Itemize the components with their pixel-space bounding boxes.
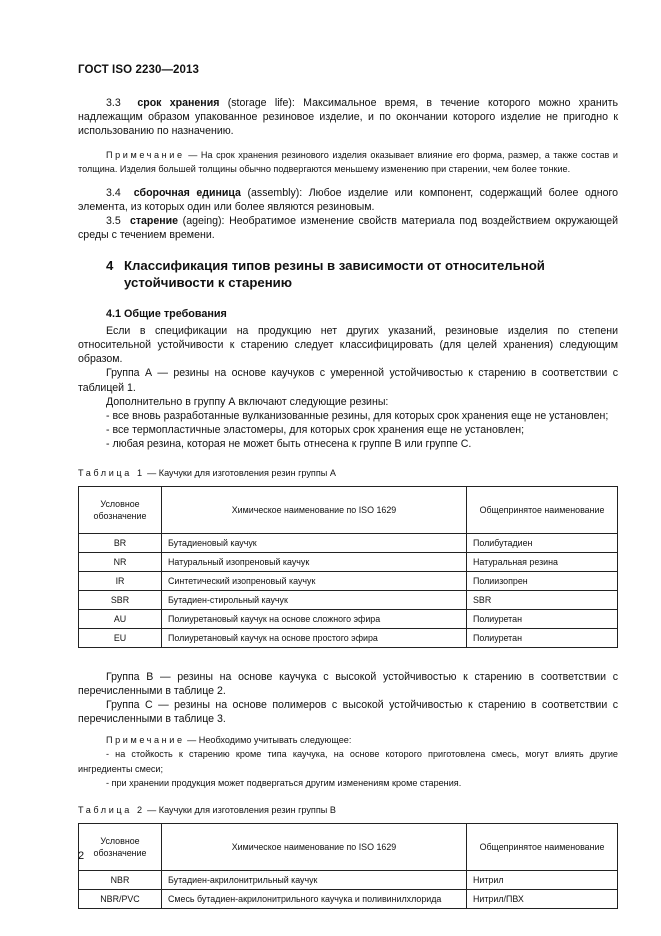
section-number: 4 (106, 257, 114, 273)
term-name: старение (129, 215, 179, 228)
list-item: - любая резина, которая не может быть отнесена к группе В или группе С. (106, 438, 472, 451)
table-1 (78, 486, 618, 648)
table-2 (78, 823, 618, 909)
cell-common-name: Натуральная резина (467, 552, 618, 571)
cell-common-name: SBR (467, 590, 618, 609)
table-row (79, 533, 618, 552)
column-header-common-name: Общепринятое наименование (467, 486, 618, 533)
term-3-5 (78, 214, 618, 242)
table-row (79, 871, 618, 890)
cell-code: NBR (79, 871, 162, 890)
section-4-title (78, 257, 618, 291)
note-label: Примечание (106, 734, 185, 745)
term-number: 3.3 (106, 97, 121, 109)
column-header-code: Условное обозначение (79, 486, 162, 533)
cell-common-name: Нитрил/ПВХ (467, 890, 618, 909)
term-number: 3.5 (106, 215, 121, 228)
cell-code: NR (79, 552, 162, 571)
section-title-line-2: устойчивости к старению (124, 274, 293, 290)
term-3-3 (78, 96, 618, 139)
page-number: 2 (78, 850, 85, 862)
column-header-common-name: Общепринятое наименование (467, 824, 618, 871)
section-title-line-1: Классификация типов резины в зависимости от относительной (124, 257, 545, 273)
term-number: 3.4 (106, 186, 121, 199)
note-text: — Необходимо учитывать следующее: (184, 734, 352, 745)
note-list-item: - на стойкость к старению кроме типа каучука, на основе которого приготовлена смесь, могут влиять другие ингредиенты смеси; (78, 749, 618, 774)
note-label: Примечание (106, 149, 185, 160)
table-2-caption (78, 803, 618, 817)
note-2 (78, 733, 618, 748)
note-1 (78, 148, 618, 177)
column-header-code: Условное обозначение (79, 824, 162, 871)
table-caption-text: — Каучуки для изготовления резин группы А (144, 467, 336, 478)
term-name: сборочная единица (133, 186, 241, 199)
table-caption-prefix: Таблица 1 (78, 467, 145, 478)
cell-code: NBR/PVC (79, 890, 162, 909)
cell-chemical-name: Полиуретановый каучук на основе простого эфира (162, 628, 467, 647)
subsection-4-1-title: 4.1 Общие требования (106, 307, 227, 320)
term-3-4 (78, 186, 618, 214)
cell-chemical-name: Бутадиен-акрилонитрильный каучук (162, 871, 467, 890)
cell-chemical-name: Синтетический изопреновый каучук (162, 571, 467, 590)
paragraph-5: Группа С — резины на основе полимеров с высокой устойчивостью к старению в соответствии с перечисленными в таблице 3. (78, 699, 618, 726)
cell-common-name: Полибутадиен (467, 533, 618, 552)
cell-code: BR (79, 533, 162, 552)
cell-chemical-name: Бутадиеновый каучук (162, 533, 467, 552)
table-row (79, 890, 618, 909)
term-definition: (storage life): Максимальное время, в течение которого можно хранить надлежащим образом упакованное резиновое изделие, и по окончании которого изделие не пригодно к использованию по назначению. (78, 97, 619, 138)
paragraph-3: Дополнительно в группу А включают следующие резины: (106, 395, 389, 408)
list-item: - все вновь разработанные вулканизованные резины, для которых срок хранения еще не установлен; (106, 410, 609, 423)
paragraph-1: Если в спецификации на продукцию нет других указаний, резиновые изделия по степени относительной устойчивости к старению следует классифицировать (для целей хранения) следующим образом. (78, 324, 618, 366)
column-header-chemical-name: Химическое наименование по ISO 1629 (162, 486, 467, 533)
cell-common-name: Полиуретан (467, 628, 618, 647)
note-list-item: - при хранении продукция может подвергаться другим изменениям кроме старения. (106, 778, 462, 789)
term-definition: (assembly): Любое изделие или компонент, содержащий более одного элемента, из которых один или более являются резиновым. (78, 186, 618, 213)
cell-chemical-name: Полиуретановый каучук на основе сложного эфира (162, 609, 467, 628)
cell-code: SBR (79, 590, 162, 609)
cell-common-name: Нитрил (467, 871, 618, 890)
column-header-chemical-name: Химическое наименование по ISO 1629 (162, 824, 467, 871)
cell-common-name: Полиизопрен (467, 571, 618, 590)
paragraph-2: Группа А — резины на основе каучуков с умеренной устойчивостью к старению в соответствии с таблицей 1. (78, 367, 618, 394)
table-row (79, 590, 618, 609)
paragraph-4: Группа В — резины на основе каучука с высокой устойчивостью к старению в соответствии с перечисленными в таблице 2. (78, 670, 618, 698)
table-caption-prefix: Таблица 2 (78, 805, 145, 816)
note-text: — На срок хранения резинового изделия оказывает влияние его форма, размер, а также состав и толщина. Изделия большей толщины обычно подвергаются меньшему изменению при старении, чем более тонкие. (78, 149, 618, 175)
cell-chemical-name: Натуральный изопреновый каучук (162, 552, 467, 571)
cell-code: AU (79, 609, 162, 628)
table-row (79, 571, 618, 590)
table-caption-text: — Каучуки для изготовления резин группы В (144, 805, 336, 816)
term-definition: (ageing): Необратимое изменение свойств материала под воздействием окружающей среды с течением времени. (78, 215, 619, 242)
document-body (78, 96, 618, 909)
cell-common-name: Полиуретан (467, 609, 618, 628)
table-1-caption (78, 466, 618, 480)
cell-code: IR (79, 571, 162, 590)
list-item: - все термопластичные эластомеры, для которых срок хранения еще не установлен; (106, 424, 525, 437)
page-header: ГОСТ ISO 2230—2013 (78, 64, 200, 76)
table-row (79, 609, 618, 628)
table-row (79, 628, 618, 647)
table-row (79, 552, 618, 571)
term-name: срок хранения (137, 97, 220, 109)
cell-chemical-name: Бутадиен-стирольный каучук (162, 590, 467, 609)
cell-code: EU (79, 628, 162, 647)
cell-chemical-name: Смесь бутадиен-акрилонитрильного каучука и поливинилхлорида (162, 890, 467, 909)
